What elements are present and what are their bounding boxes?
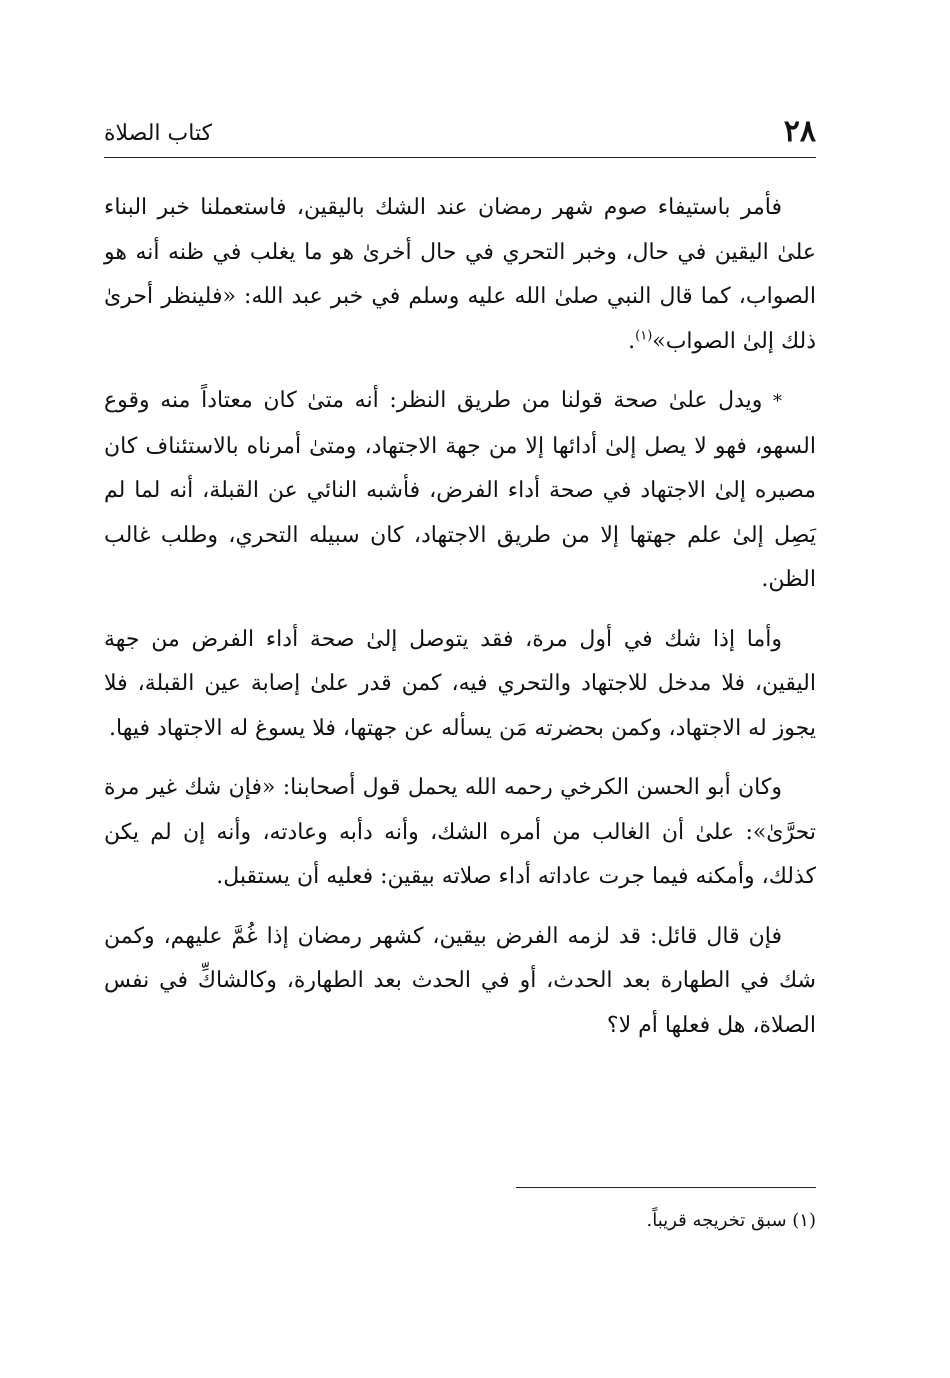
paragraph: وكان أبو الحسن الكرخي رحمه الله يحمل قول أصحابنا: «فإن شك غير مرة تحرَّىٰ»: علىٰ أن الغالب من أمره الشك، وأنه دأبه وعادته، وأنه إن لم يكن كذلك، وأمكنه فيما جرت عاداته أداء صلاته بيقين: فعليه أن يستقبل. — [104, 775, 816, 889]
paragraph-text: فأمر باستيفاء صوم شهر رمضان عند الشك باليقين، فاستعملنا خبر البناء علىٰ اليقين في حال، وخبر التحري في حال أخرىٰ هو ما يغلب في ظنه أنه هو الصواب، كما قال النبي صلىٰ الله عليه وسلم في خبر عبد الله: «فلينظر أحرىٰ ذلك إلىٰ الصواب» — [104, 195, 816, 354]
page-number: ٢٨ — [783, 114, 816, 149]
paragraph — [104, 379, 816, 603]
main-text — [104, 186, 816, 1063]
footnote: (١) سبق تخريجه قريباً. — [646, 1210, 816, 1231]
paragraph — [104, 186, 816, 364]
paragraph: وأما إذا شك في أول مرة، فقد يتوصل إلىٰ صحة أداء الفرض من جهة اليقين، فلا مدخل للاجتهاد والتحري فيه، كمن قدر علىٰ إصابة عين القبلة، فلا يجوز له الاجتهاد، وكمن بحضرته مَن يسأله عن جهتها، فلا يسوغ له الاجتهاد فيها. — [104, 626, 816, 741]
header-divider — [104, 157, 816, 158]
star-marker-icon: * — [773, 391, 782, 412]
page-header — [104, 112, 816, 158]
paragraph-text: ويدل علىٰ صحة قولنا من طريق النظر: أنه متىٰ كان معتاداً منه وقوع السهو، فهو لا يصل إلىٰ أدائها إلا من جهة الاجتهاد، ومتىٰ أمرناه بالاستئناف كان مصيره إلىٰ الاجتهاد في صحة أداء الفرض، فأشبه النائي عن القبلة، أنه لما لم يَصِل إلىٰ علم جهتها إلا من طريق الاجتهاد، كان سبيله التحري، وطلب غالب الظن. — [104, 388, 816, 592]
paragraph: فإن قال قائل: قد لزمه الفرض بيقين، كشهر رمضان إذا غُمَّ عليهم، وكمن شك في الطهارة بعد الحدث، أو في الحدث بعد الطهارة، وكالشاكِّ في نفس الصلاة، هل فعلها أم لا؟ — [104, 923, 816, 1038]
paragraph-end: . — [628, 328, 636, 354]
footnote-divider — [516, 1187, 816, 1188]
footnote-reference[interactable]: (١) — [635, 328, 653, 344]
running-title: كتاب الصلاة — [104, 121, 213, 146]
